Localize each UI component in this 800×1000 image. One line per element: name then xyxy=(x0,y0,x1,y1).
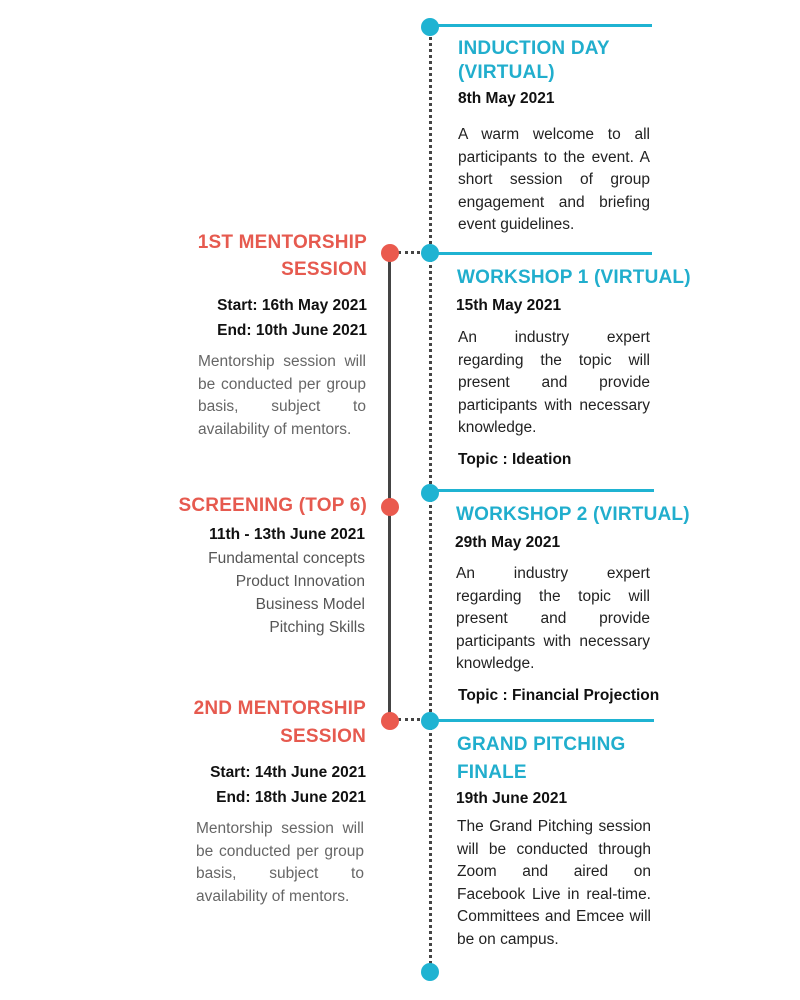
screening-topic-item: Business Model xyxy=(255,596,365,613)
event-end-date: End: 10th June 2021 xyxy=(217,322,367,339)
event-title-line: WORKSHOP 1 (VIRTUAL) xyxy=(457,267,691,288)
event-topic-workshop-1: Topic : Ideation xyxy=(458,451,572,468)
event-title-line: SESSION xyxy=(280,726,366,747)
screening-topic-item: Fundamental concepts xyxy=(208,550,365,567)
event-title-line: GRAND PITCHING xyxy=(457,734,626,755)
event-topic-workshop-2: Topic : Financial Projection xyxy=(458,687,660,704)
screening-topic-list xyxy=(208,547,365,639)
timeline-dot-mentorship-1 xyxy=(381,244,399,262)
header-line-finale xyxy=(430,719,654,722)
event-title-line: 1ST MENTORSHIP xyxy=(197,232,367,253)
event-date-workshop-2: 29th May 2021 xyxy=(455,534,561,551)
timeline-dot-finale xyxy=(421,712,439,730)
event-start-date: Start: 16th May 2021 xyxy=(217,297,367,314)
event-title-line: (VIRTUAL) xyxy=(458,62,555,83)
event-description-workshop-1: An industry expert regarding the topic will present and provide participants with necessary knowledge. xyxy=(458,329,650,437)
event-title-screening xyxy=(178,492,367,519)
header-line-induction xyxy=(430,24,652,27)
timeline-dot-induction xyxy=(421,18,439,36)
event-title-line: INDUCTION DAY xyxy=(458,38,610,59)
event-title-line: FINALE xyxy=(457,762,527,783)
event-description-induction: A warm welcome to all participants to the event. A short session of group engagement and briefing event guidelines. xyxy=(458,126,650,234)
event-title-line: SCREENING (TOP 6) xyxy=(178,495,367,516)
event-description-mentorship-2: Mentorship session will be conducted per group basis, subject to availability of mentors. xyxy=(196,820,364,905)
event-description-workshop-2: An industry expert regarding the topic will present and provide participants with necessary knowledge. xyxy=(456,565,650,673)
header-line-workshop-1 xyxy=(430,252,652,255)
event-dates-mentorship-1 xyxy=(217,293,367,343)
event-title-mentorship-1 xyxy=(198,229,367,283)
event-date-workshop-1: 15th May 2021 xyxy=(456,297,562,314)
event-title-workshop-1 xyxy=(457,266,691,290)
event-date-induction: 8th May 2021 xyxy=(458,90,555,107)
timeline-dot-end xyxy=(421,963,439,981)
event-title-line: SESSION xyxy=(281,259,367,280)
event-date-finale: 19th June 2021 xyxy=(456,790,568,807)
timeline-dot-workshop-2 xyxy=(421,484,439,502)
timeline-dot-mentorship-2 xyxy=(381,712,399,730)
screening-topic-item: Pitching Skills xyxy=(269,619,365,636)
event-title-finale xyxy=(457,731,626,787)
header-line-workshop-2 xyxy=(430,489,654,492)
timeline-dot-screening xyxy=(381,498,399,516)
timeline-dot-workshop-1 xyxy=(421,244,439,262)
event-title-line: WORKSHOP 2 (VIRTUAL) xyxy=(456,504,690,525)
screening-topic-item: Product Innovation xyxy=(235,573,365,590)
event-title-line: 2ND MENTORSHIP xyxy=(193,698,366,719)
event-dates-mentorship-2 xyxy=(210,760,366,810)
event-end-date: End: 18th June 2021 xyxy=(216,789,366,806)
event-description-finale: The Grand Pitching session will be conducted through Zoom and aired on Facebook Live in real-time. Committees and Emcee will be on campus. xyxy=(457,818,651,948)
left-branch-line xyxy=(388,252,391,720)
event-title-mentorship-2 xyxy=(194,695,366,751)
event-title-workshop-2 xyxy=(456,503,690,527)
event-description-mentorship-1: Mentorship session will be conducted per group basis, subject to availability of mentors. xyxy=(198,353,366,438)
event-title-induction xyxy=(458,37,610,85)
event-start-date: Start: 14th June 2021 xyxy=(210,764,366,781)
event-date-screening: 11th - 13th June 2021 xyxy=(209,526,365,543)
